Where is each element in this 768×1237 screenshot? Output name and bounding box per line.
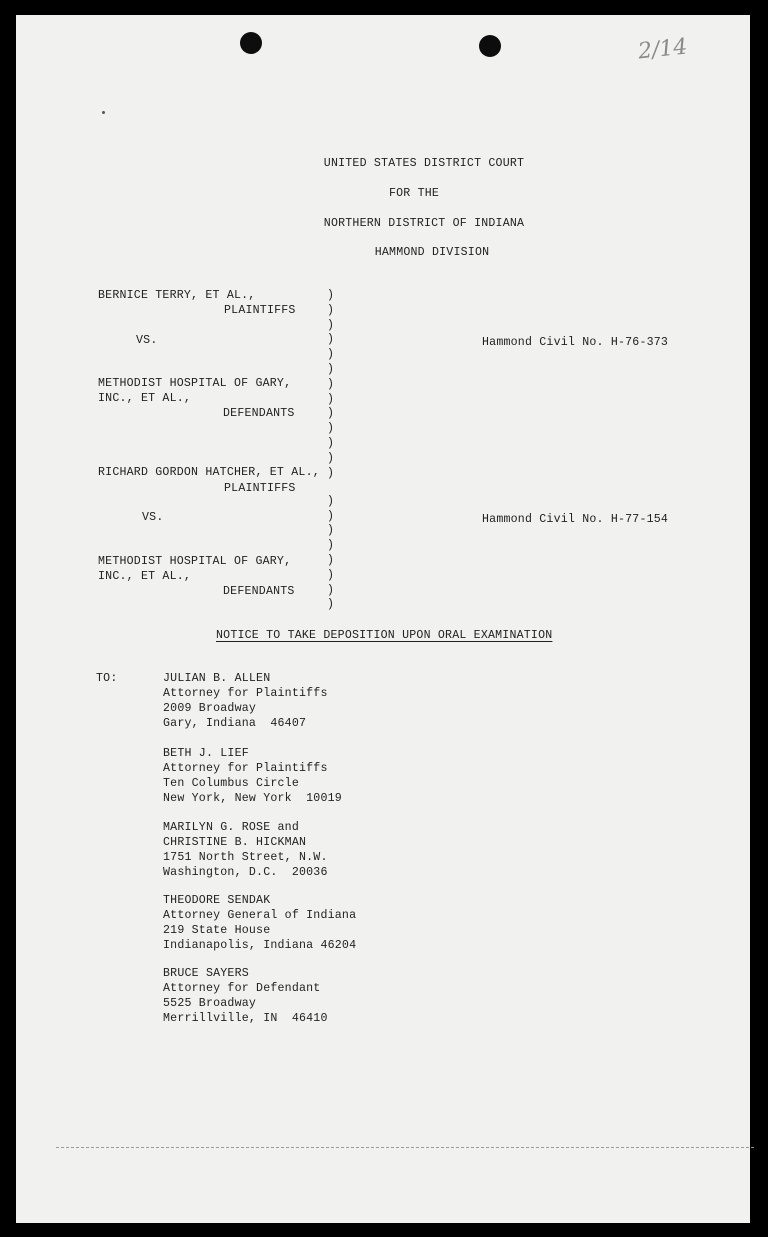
case2-defendant-line2: INC., ET AL., bbox=[98, 570, 192, 583]
case1-plaintiff-role: PLAINTIFFS bbox=[224, 304, 296, 317]
punch-hole-right bbox=[479, 35, 501, 57]
case2-defendant-role: DEFENDANTS bbox=[223, 585, 295, 598]
punch-hole-left bbox=[240, 32, 262, 54]
recipient-city: Merrillville, IN 46410 bbox=[163, 1012, 328, 1025]
recipient-title: Attorney for Plaintiffs bbox=[163, 687, 328, 700]
case2-case-number: Hammond Civil No. H-77-154 bbox=[482, 513, 669, 526]
recipient-name: JULIAN B. ALLEN bbox=[163, 672, 271, 685]
recipient-street: 5525 Broadway bbox=[163, 997, 257, 1010]
case1-plaintiff: BERNICE TERRY, ET AL., bbox=[98, 289, 256, 302]
to-label: TO: bbox=[96, 672, 118, 685]
header-district: NORTHERN DISTRICT OF INDIANA bbox=[323, 217, 525, 230]
header-court: UNITED STATES DISTRICT COURT bbox=[323, 157, 525, 170]
recipient-name-2: CHRISTINE B. HICKMAN bbox=[163, 836, 307, 849]
recipient-title: Attorney General of Indiana bbox=[163, 909, 357, 922]
recipient-street: 2009 Broadway bbox=[163, 702, 257, 715]
header-division: HAMMOND DIVISION bbox=[374, 246, 490, 259]
header-for-the: FOR THE bbox=[388, 187, 440, 200]
case1-defendant-role: DEFENDANTS bbox=[223, 407, 295, 420]
recipient-name: THEODORE SENDAK bbox=[163, 894, 271, 907]
recipient-city: Gary, Indiana 46407 bbox=[163, 717, 307, 730]
recipient-name: BRUCE SAYERS bbox=[163, 967, 249, 980]
recipient-title: Attorney for Defendant bbox=[163, 982, 321, 995]
case2-defendant-line1: METHODIST HOSPITAL OF GARY, bbox=[98, 555, 292, 568]
recipient-name: MARILYN G. ROSE and bbox=[163, 821, 299, 834]
case1-caption-brackets: ) ) ) ) ) ) ) ) ) ) ) ) ) bbox=[327, 289, 334, 480]
case1-case-number: Hammond Civil No. H-76-373 bbox=[482, 336, 669, 349]
page-fold-line bbox=[56, 1147, 754, 1148]
case1-defendant-line1: METHODIST HOSPITAL OF GARY, bbox=[98, 377, 292, 390]
handwritten-page-note: 2/14 bbox=[636, 34, 689, 65]
notice-title: NOTICE TO TAKE DEPOSITION UPON ORAL EXAMINATION bbox=[216, 629, 553, 642]
case2-caption-brackets: ) ) ) ) ) ) ) ) bbox=[327, 494, 334, 612]
case1-defendant-line2: INC., ET AL., bbox=[98, 392, 192, 405]
case2-vs: VS. bbox=[142, 511, 164, 524]
recipient-title: Attorney for Plaintiffs bbox=[163, 762, 328, 775]
recipient-street: Ten Columbus Circle bbox=[163, 777, 299, 790]
recipient-name: BETH J. LIEF bbox=[163, 747, 249, 760]
recipient-street: 1751 North Street, N.W. bbox=[163, 851, 328, 864]
case2-plaintiff-role: PLAINTIFFS bbox=[224, 482, 296, 495]
recipient-city: New York, New York 10019 bbox=[163, 792, 342, 805]
paper-speck bbox=[102, 111, 105, 114]
recipient-city: Washington, D.C. 20036 bbox=[163, 866, 328, 879]
recipient-street: 219 State House bbox=[163, 924, 271, 937]
case2-plaintiff: RICHARD GORDON HATCHER, ET AL., bbox=[98, 466, 320, 479]
document-page bbox=[16, 15, 750, 1223]
case1-vs: VS. bbox=[136, 334, 158, 347]
recipient-city: Indianapolis, Indiana 46204 bbox=[163, 939, 357, 952]
